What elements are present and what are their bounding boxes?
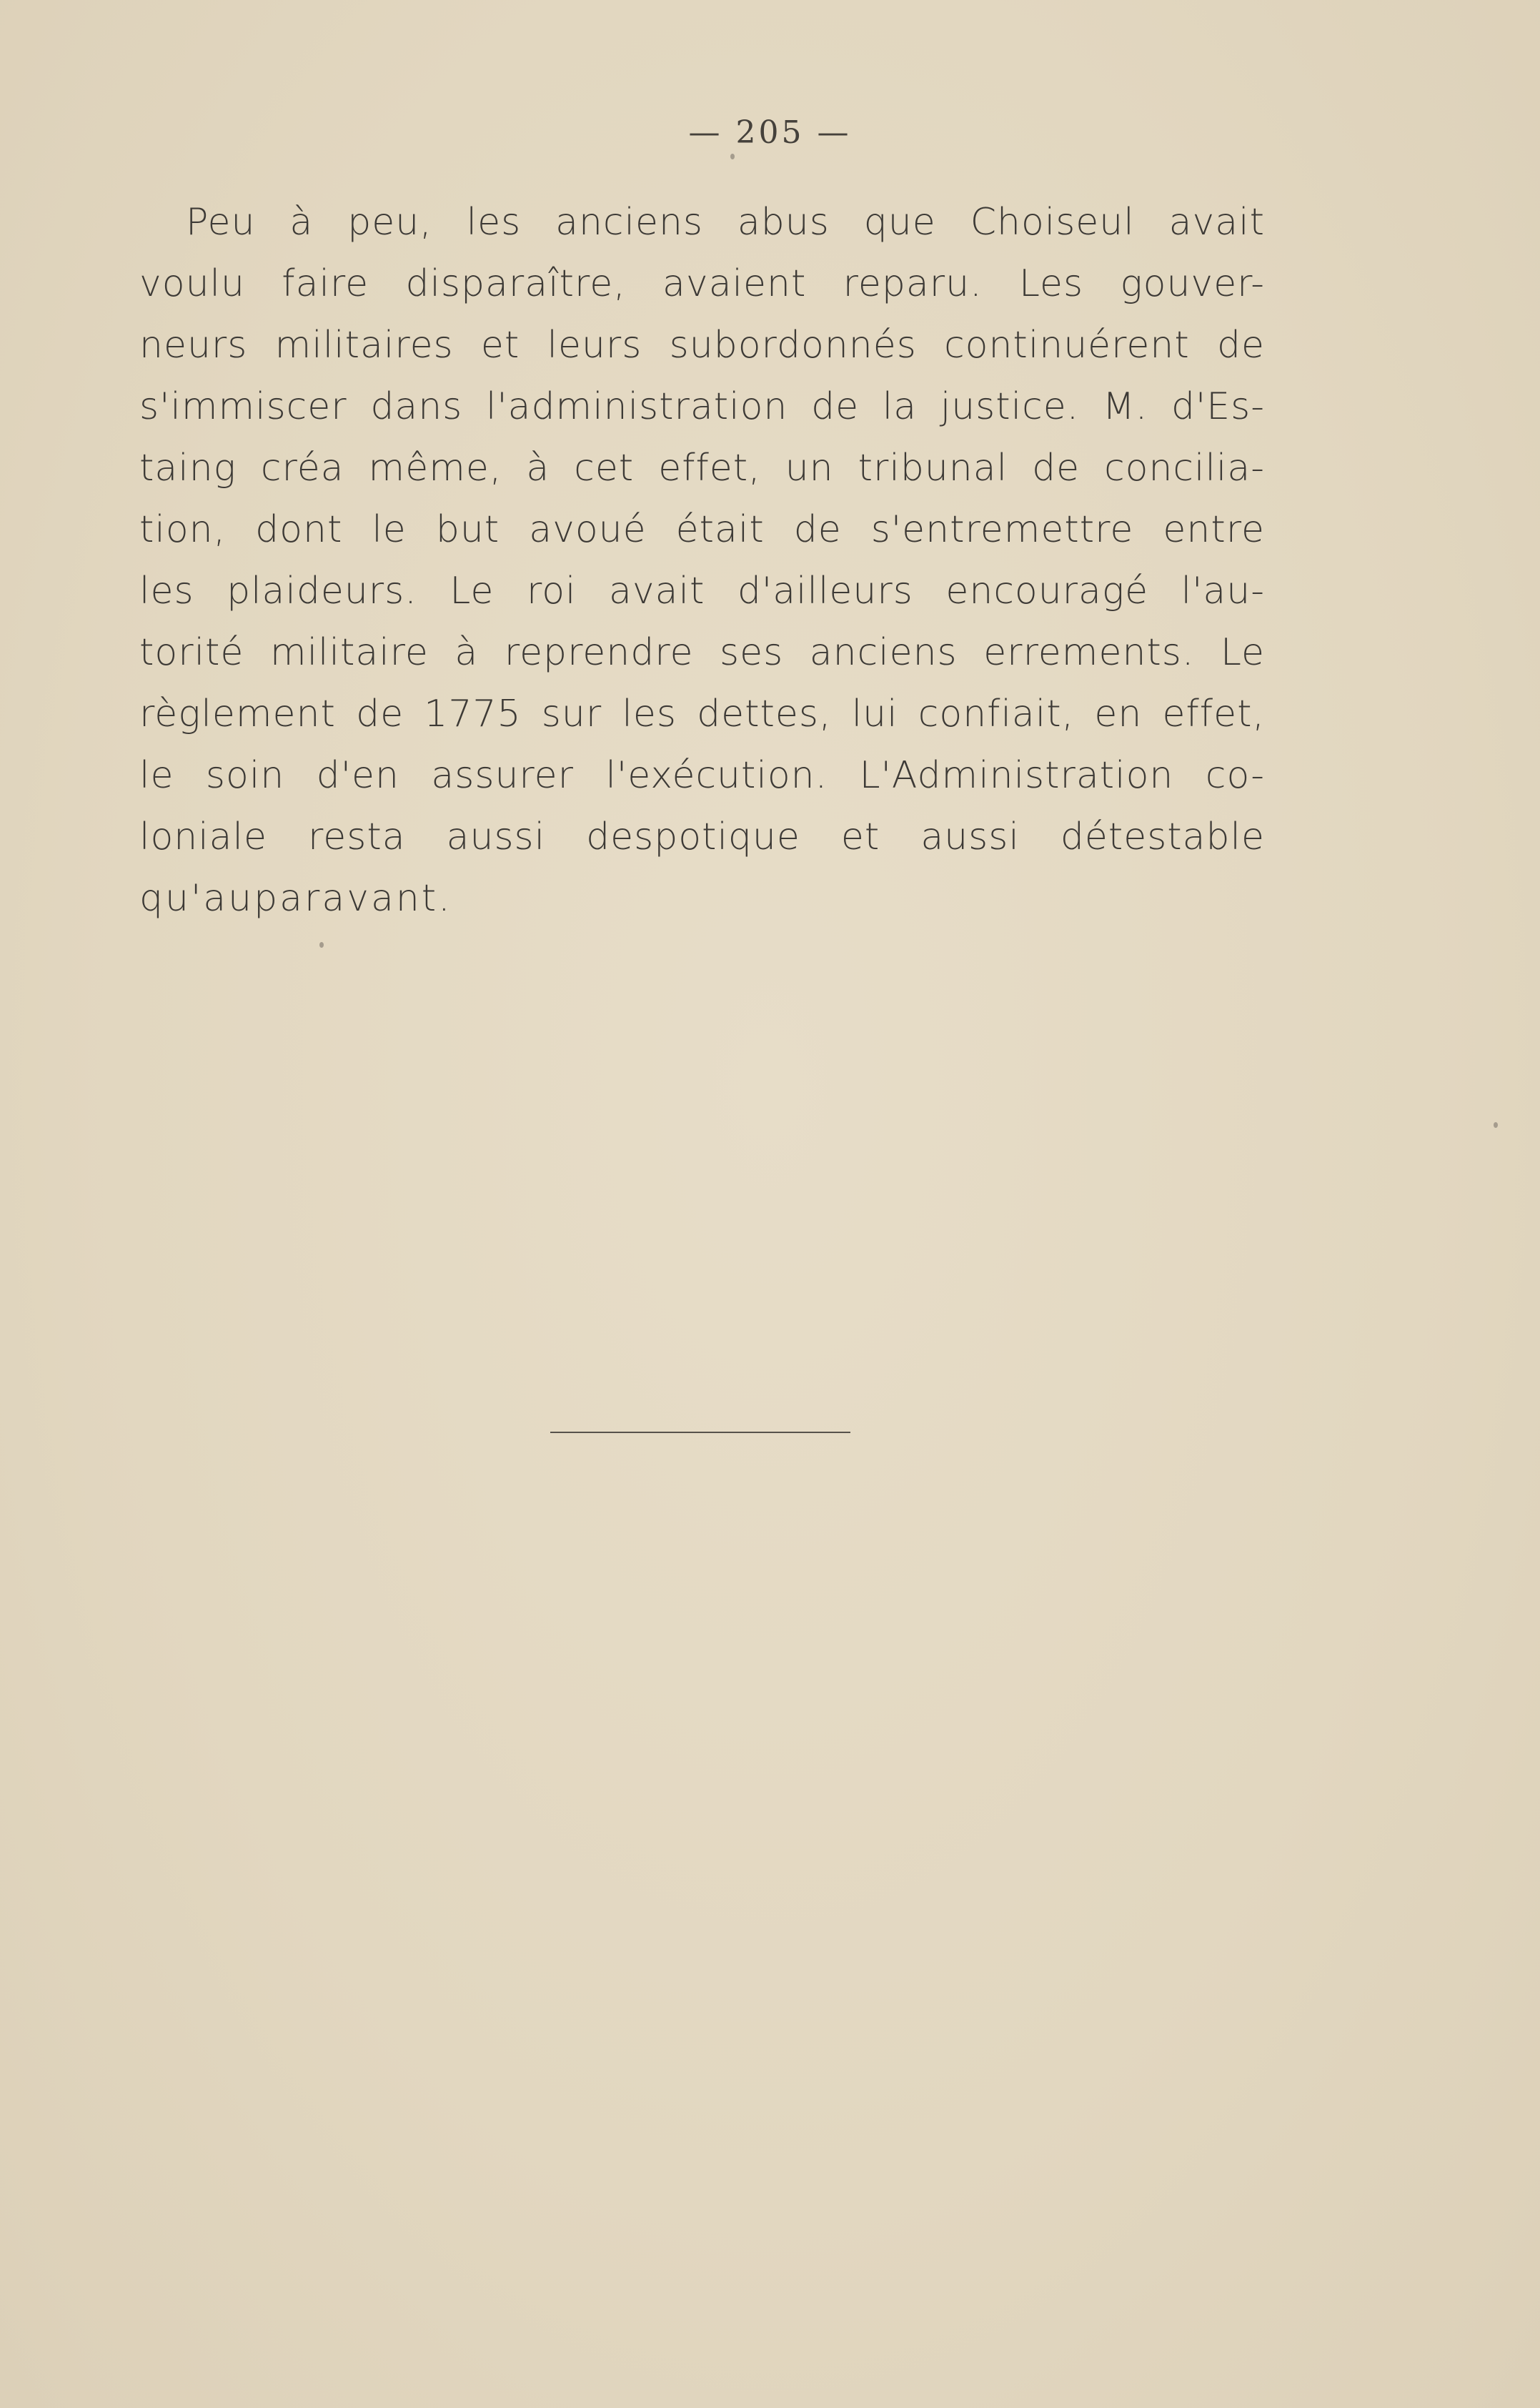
text-line: neurs militaires et leurs subordonnés continuérent de [139,324,1265,367]
paper-speck [319,942,324,948]
text-line: voulu faire disparaître, avaient reparu. Les gouver- [139,262,1265,305]
text-line: tion, dont le but avoué était de s'entremettre entre [139,508,1265,551]
body-paragraph [139,192,1265,929]
text-line: qu'auparavant. [139,877,452,920]
page-number: — 205 — [688,114,852,151]
text-line: le soin d'en assurer l'exécution. L'Administration co- [139,754,1265,797]
text-line: règlement de 1775 sur les dettes, lui confiait, en effet, [139,693,1265,735]
paper-speck [1494,1122,1498,1128]
text-line: les plaideurs. Le roi avait d'ailleurs encouragé l'au- [139,570,1265,613]
section-divider [550,1432,850,1433]
text-line: taing créa même, à cet effet, un tribunal de concilia- [139,447,1265,490]
text-line: loniale resta aussi despotique et aussi détestable [139,816,1265,858]
text-line: Peu à peu, les anciens abus que Choiseul avait [186,201,1265,244]
text-line: torité militaire à reprendre ses anciens errements. Le [139,631,1265,674]
paper-speck [730,154,735,159]
text-line: s'immiscer dans l'administration de la justice. M. d'Es- [139,385,1265,428]
